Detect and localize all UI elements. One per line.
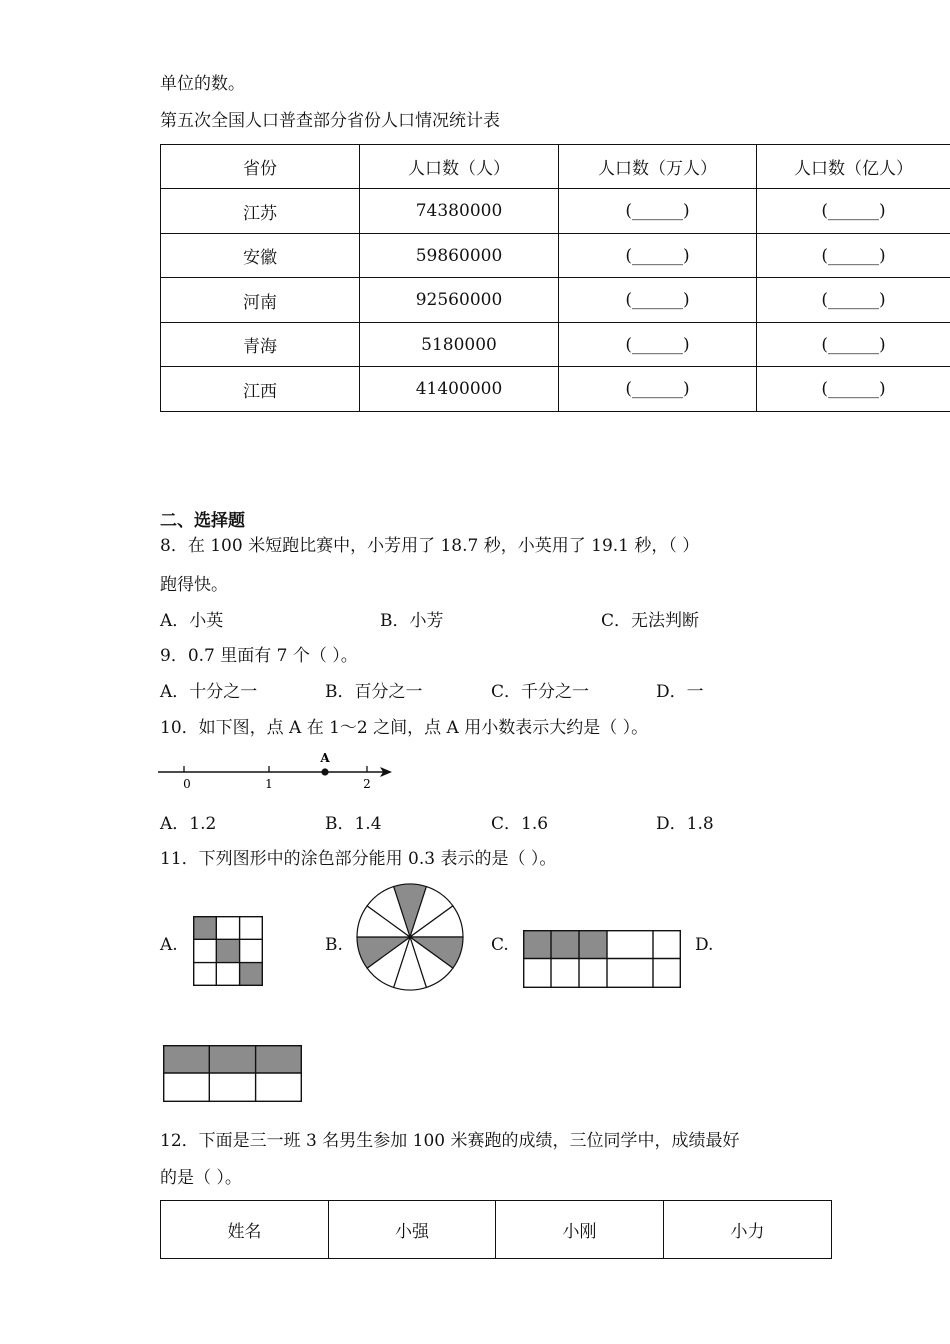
table-row xyxy=(161,278,950,323)
population-table xyxy=(160,144,950,412)
question-12-text-cont: 的是（ ）。 xyxy=(160,1168,242,1188)
option-c[interactable]: C．无法判断 xyxy=(601,611,700,631)
grid-cell-shaded xyxy=(216,939,239,962)
header-cell: 人口数（万人） xyxy=(559,145,757,189)
population-cell: 41400000 xyxy=(360,367,559,412)
answer-blank-wan[interactable]: (______) xyxy=(559,234,757,278)
table-row xyxy=(161,234,950,278)
option-d[interactable]: D．一 xyxy=(656,682,704,702)
figure-c-bar[interactable] xyxy=(523,930,681,988)
answer-blank-wan[interactable]: (______) xyxy=(559,189,757,234)
figure-d-bar[interactable] xyxy=(163,1045,302,1102)
answer-blank-yi[interactable]: (______) xyxy=(757,367,950,412)
intro-continuation: 单位的数。 xyxy=(160,74,245,94)
results-table xyxy=(160,1200,832,1259)
answer-blank-yi[interactable]: (______) xyxy=(757,189,950,234)
question-11-text: 11．下列图形中的涂色部分能用 0.3 表示的是（ ）。 xyxy=(160,849,557,869)
answer-blank-yi[interactable]: (______) xyxy=(757,323,950,367)
header-cell: 小强 xyxy=(329,1201,496,1259)
point-a xyxy=(321,768,328,775)
answer-blank-wan[interactable]: (______) xyxy=(559,367,757,412)
answer-blank-yi[interactable]: (______) xyxy=(757,278,950,323)
question-12-text: 12．下面是三一班 3 名男生参加 100 米赛跑的成绩，三位同学中，成绩最好 xyxy=(160,1131,740,1151)
table-row xyxy=(161,189,950,234)
tick-label-0: 0 xyxy=(183,777,191,791)
grid-cell-shaded xyxy=(193,916,216,939)
header-cell: 人口数（人） xyxy=(360,145,559,189)
header-cell: 小刚 xyxy=(496,1201,664,1259)
population-cell: 74380000 xyxy=(360,189,559,234)
section-title: 二、选择题 xyxy=(160,511,245,531)
option-d-label[interactable]: D. xyxy=(695,935,714,955)
province-cell: 青海 xyxy=(161,323,360,367)
population-cell: 59860000 xyxy=(360,234,559,278)
province-cell: 江苏 xyxy=(161,189,360,234)
tick-label-1: 1 xyxy=(265,777,273,791)
point-a-label: A xyxy=(320,751,330,765)
option-d[interactable]: D．1.8 xyxy=(656,814,714,834)
question-8-text: 8．在 100 米短跑比赛中，小芳用了 18.7 秒，小英用了 19.1 秒，（ ） xyxy=(160,536,700,556)
province-cell: 江西 xyxy=(161,367,360,412)
bar-cell-shaded xyxy=(523,930,551,958)
answer-blank-wan[interactable]: (______) xyxy=(559,323,757,367)
table-row xyxy=(161,323,950,367)
option-b[interactable]: B．1.4 xyxy=(325,814,382,834)
answer-blank-wan[interactable]: (______) xyxy=(559,278,757,323)
province-cell: 安徽 xyxy=(161,234,360,278)
table-header-row xyxy=(161,1201,832,1259)
table-title: 第五次全国人口普查部分省份人口情况统计表 xyxy=(160,111,500,131)
bar-cell-shaded xyxy=(163,1045,302,1073)
bar-cell-shaded xyxy=(551,930,579,958)
option-c[interactable]: C．千分之一 xyxy=(491,682,590,702)
option-a-label[interactable]: A. xyxy=(160,935,178,955)
option-b-label[interactable]: B. xyxy=(325,935,343,955)
tick-label-2: 2 xyxy=(363,777,371,791)
question-8-text-cont: 跑得快。 xyxy=(160,575,228,595)
table-header-row xyxy=(161,145,950,189)
population-cell: 92560000 xyxy=(360,278,559,323)
grid-cell-shaded xyxy=(240,963,263,986)
table-row xyxy=(161,367,950,412)
option-b[interactable]: B．百分之一 xyxy=(325,682,423,702)
question-9-text: 9．0.7 里面有 7 个（ ）。 xyxy=(160,646,358,666)
province-cell: 河南 xyxy=(161,278,360,323)
header-cell: 姓名 xyxy=(161,1201,329,1259)
header-cell: 省份 xyxy=(161,145,360,189)
option-c[interactable]: C．1.6 xyxy=(491,814,549,834)
bar-cell-shaded xyxy=(579,930,607,958)
option-a[interactable]: A．十分之一 xyxy=(160,682,258,702)
header-cell: 人口数（亿人） xyxy=(757,145,950,189)
question-10-text: 10．如下图，点 A 在 1～2 之间，点 A 用小数表示大约是（ ）。 xyxy=(160,718,649,738)
figure-a-grid[interactable] xyxy=(193,916,263,986)
number-line xyxy=(158,748,398,796)
option-c-label[interactable]: C. xyxy=(491,935,509,955)
header-cell: 小力 xyxy=(664,1201,832,1259)
option-a[interactable]: A．小英 xyxy=(160,611,224,631)
option-b[interactable]: B．小芳 xyxy=(380,611,444,631)
answer-blank-yi[interactable]: (______) xyxy=(757,234,950,278)
population-cell: 5180000 xyxy=(360,323,559,367)
figure-b-circle[interactable] xyxy=(355,882,465,992)
option-a[interactable]: A．1.2 xyxy=(160,814,217,834)
